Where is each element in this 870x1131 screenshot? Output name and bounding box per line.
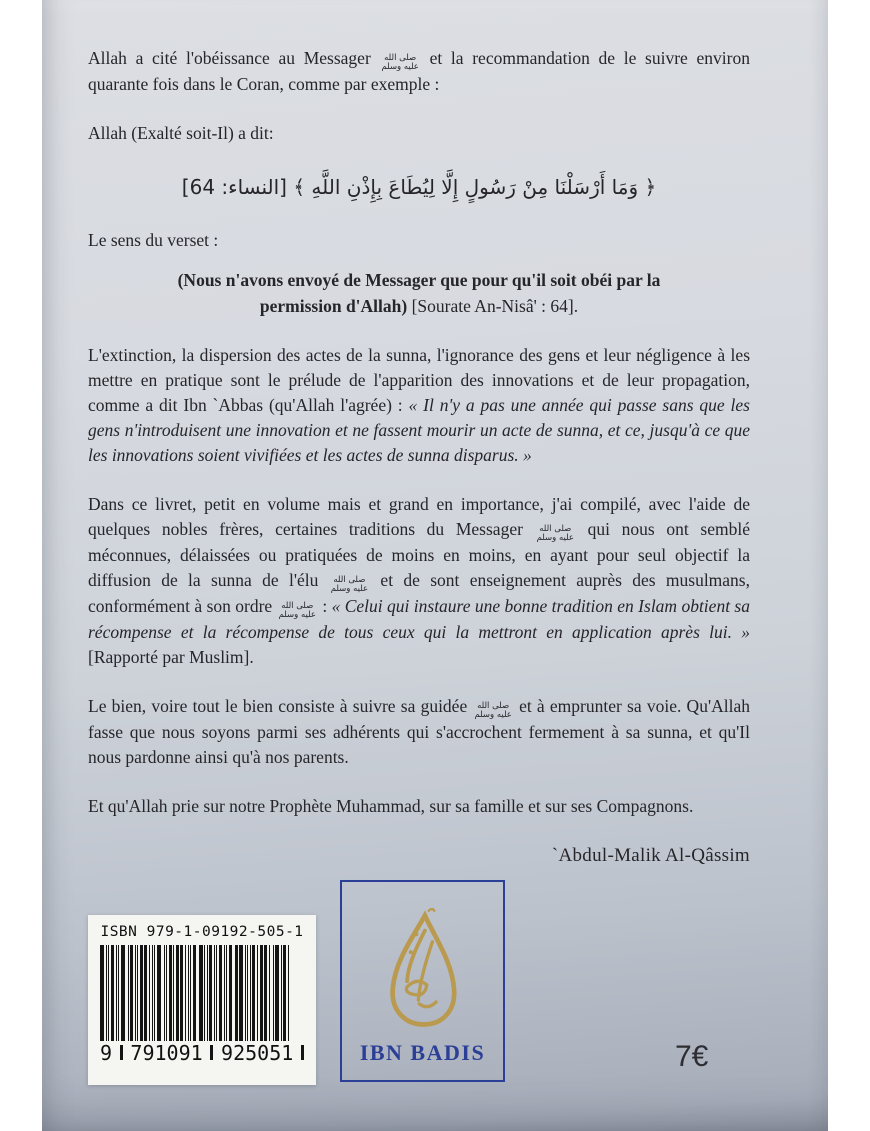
barcode-block	[88, 915, 316, 1085]
paragraph-bien: Le bien, voire tout le bien consiste à suivre sa guidée صلى الله عليه وسلم et à emprunter sa voie. Qu'Allah fasse que nous soyons parmi ses adhérents qui s'accrochent fermement à sa sunna, et qu'Il nous pardonne ainsi qu'à nos parents.	[88, 696, 750, 767]
allah-said-line: Allah (Exalté soit-Il) a dit:	[88, 123, 274, 143]
paragraph-livret: Dans ce livret, petit en volume mais et grand en importance, j'ai compilé, avec l'aide de quelques nobles frères, certaines traditions du Messager صلى الله عليه وسلم qui nous ont semblé méconnues, délaissées ou pratiquées de moins en moins, en ayant pour seul objectif la diffusion de la sunna de l'élu صلى الله عليه وسلم et de sont enseignement auprès des musulmans, conformément à son ordre صلى الله عليه وسلم : « Celui qui instaure une bonne tradition en Islam obtient sa récompense et la récompense de tous ceux qui la mettront en application après lui. » [Rapporté par Muslim].	[88, 494, 750, 667]
quran-verse-arabic: ﴿ وَمَا أَرْسَلْنَا مِنْ رَسُولٍ إِلَّا لِيُطَاعَ بِإِذْنِ اللَّهِ ﴾ [النساء: 64]	[181, 175, 657, 199]
paragraph-priere: Et qu'Allah prie sur notre Prophète Muhammad, sur sa famille et sur ses Compagnons.	[88, 796, 694, 816]
paragraph-extinction: L'extinction, la dispersion des actes de la sunna, l'ignorance des gens et leur négligence à les mettre en pratique sont le prélude de l'apparition des innovations et de leur propagation, comme a dit Ibn `Abbas (qu'Allah l'agrée) : « Il n'y a pas une année qui passe sans que les gens n'introduisent une innovation et ne fassent mourir un acte de sunna, et ce, jusqu'à ce que les innovations soient vivifiées et les actes de sunna disparus. »	[88, 345, 750, 465]
isbn-label: ISBN 979-1-09192-505-1	[100, 924, 304, 940]
cover-text-column	[42, 0, 828, 868]
saw-honorific-icon: صلى الله عليه وسلم	[278, 601, 316, 620]
saw-honorific-icon: صلى الله عليه وسلم	[474, 701, 512, 720]
barcode-digit-group: 9	[100, 1041, 113, 1065]
verse-meaning-intro: Le sens du verset :	[88, 230, 219, 250]
paragraph-intro: Allah a cité l'obéissance au Messager صلى الله عليه وسلم et la recommandation de le suivre environ quarante fois dans le Coran, comme par exemple :	[88, 48, 750, 94]
verse-translation	[147, 267, 692, 319]
verse-translation-source: [Sourate An-Nisâ' : 64].	[407, 296, 579, 316]
saw-honorific-icon: صلى الله عليه وسلم	[536, 524, 574, 543]
barcode-digits	[100, 1042, 304, 1064]
saw-honorific-icon: صلى الله عليه وسلم	[330, 575, 369, 594]
saw-honorific-icon: صلى الله عليه وسلم	[381, 53, 419, 72]
barcode-digit-group: 925051	[221, 1041, 294, 1065]
barcode-guard-bar	[210, 1045, 213, 1060]
barcode-bars	[100, 945, 304, 1041]
barcode-guard-bar	[301, 1045, 304, 1060]
verse-translation-bold: (Nous n'avons envoyé de Messager que pour qu'il soit obéi par la permission d'Allah)	[177, 270, 661, 316]
publisher-calligraphy-emblem-icon	[375, 908, 471, 1032]
price-label: 7€	[675, 1040, 709, 1073]
publisher-logo-box	[340, 880, 505, 1082]
barcode-guard-bar	[120, 1045, 123, 1060]
author-signature: `Abdul-Malik Al-Qâssim	[551, 845, 750, 866]
publisher-name: IBN BADIS	[359, 1040, 486, 1065]
barcode-digit-group: 791091	[130, 1041, 203, 1065]
back-cover	[42, 0, 828, 1131]
